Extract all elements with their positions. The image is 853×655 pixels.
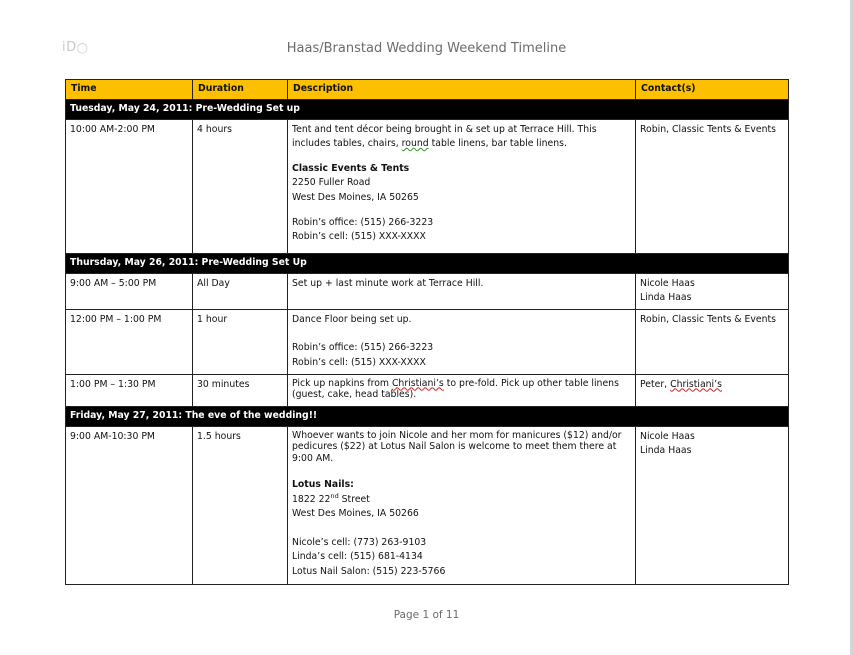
- contact-cell: Robin, Classic Tents & Events: [636, 119, 789, 253]
- document-title: Haas/Branstad Wedding Weekend Timeline: [286, 41, 567, 56]
- company-name: Classic Events & Tents: [292, 162, 410, 174]
- duration-cell: 30 minutes: [193, 374, 288, 406]
- table-row: [66, 119, 789, 253]
- day-label: Friday, May 27, 2011: The eve of the wedding!!: [66, 406, 789, 426]
- duration-cell: 1 hour: [193, 309, 288, 374]
- timeline-table: [65, 79, 789, 585]
- contact-cell: Nicole Haas Linda Haas: [636, 273, 789, 309]
- description-cell: Dance Floor being set up. Robin’s office: (515) 266-3223 Robin’s cell: (515) XXX-XXXX: [288, 309, 636, 374]
- table-row: [66, 309, 789, 374]
- day-label: Tuesday, May 24, 2011: Pre-Wedding Set up: [66, 99, 789, 119]
- description-cell: Pick up napkins from Christiani’s to pre-fold. Pick up other table linens (guest, cake, head tables).: [288, 374, 636, 406]
- page-number: Page 1 of 11: [393, 609, 460, 621]
- spellcheck-word: round: [401, 138, 429, 150]
- duration-cell: 1.5 hours: [193, 426, 288, 584]
- ido-logo: iD◯: [62, 40, 89, 55]
- time-cell: 9:00 AM-10:30 PM: [66, 426, 193, 584]
- day-row-friday: [66, 406, 789, 426]
- table-row: [66, 273, 789, 309]
- duration-cell: 4 hours: [193, 119, 288, 253]
- phone-line: Nicole’s cell: (773) 263-9103: [292, 536, 427, 548]
- contact-cell: Nicole Haas Linda Haas: [636, 426, 789, 584]
- time-cell: 10:00 AM-2:00 PM: [66, 119, 193, 253]
- time-cell: 9:00 AM – 5:00 PM: [66, 273, 193, 309]
- phone-line: Linda’s cell: (515) 681-4134: [292, 551, 423, 563]
- time-cell: 1:00 PM – 1:30 PM: [66, 374, 193, 406]
- contact-cell: Peter, Christiani’s: [636, 374, 789, 406]
- description-cell: Tent and tent décor being brought in & set up at Terrace Hill. This includes tables, chairs, round table linens, bar table linens. Classic Events & Tents 2250 Fuller Road West Des Moines, IA 50265 Robin’s office: (515) 266-3223 Robin’s cell: (515) XXX-XXXX: [288, 119, 636, 253]
- time-cell: 12:00 PM – 1:00 PM: [66, 309, 193, 374]
- table-row: [66, 374, 789, 406]
- day-row-tuesday: [66, 99, 789, 119]
- spellcheck-word: Christiani’s: [670, 378, 722, 390]
- table-row: [66, 426, 789, 584]
- duration-cell: All Day: [193, 273, 288, 309]
- phone-line: Robin’s cell: (515) XXX-XXXX: [292, 231, 426, 243]
- description-cell: Set up + last minute work at Terrace Hill.: [288, 273, 636, 309]
- address-line: 1822 22nd Street: [292, 491, 370, 505]
- address-line: West Des Moines, IA 50266: [292, 508, 419, 520]
- header-duration: Duration: [193, 80, 288, 100]
- header-description: Description: [288, 80, 636, 100]
- address-line: 2250 Fuller Road: [292, 177, 371, 189]
- header-row: [66, 80, 789, 100]
- address-line: West Des Moines, IA 50265: [292, 191, 419, 203]
- header-contacts: Contact(s): [636, 80, 789, 100]
- company-name: Lotus Nails:: [292, 479, 354, 491]
- phone-line: Robin’s office: (515) 266-3223: [292, 216, 434, 228]
- day-label: Thursday, May 26, 2011: Pre-Wedding Set Up: [66, 253, 789, 273]
- phone-line: Lotus Nail Salon: (515) 223-5766: [292, 566, 446, 578]
- description-cell: Whoever wants to join Nicole and her mom for manicures ($12) and/or pedicures ($22) at Lotus Nail Salon is welcome to meet them there at 9:00 AM. Lotus Nails: 1822 22nd Street West Des Moines, IA 50266 Nicole’s cell: (773) 263-9103 Linda’s cell: (515) 681-4134 Lotus Nail Salon: (515) 223-5766: [288, 426, 636, 584]
- phone-line: Robin’s office: (515) 266-3223: [292, 342, 434, 354]
- contact-cell: Robin, Classic Tents & Events: [636, 309, 789, 374]
- header-time: Time: [66, 80, 193, 100]
- spellcheck-word: Christiani’s: [391, 377, 444, 389]
- phone-line: Robin’s cell: (515) XXX-XXXX: [292, 356, 426, 368]
- day-row-thursday: [66, 253, 789, 273]
